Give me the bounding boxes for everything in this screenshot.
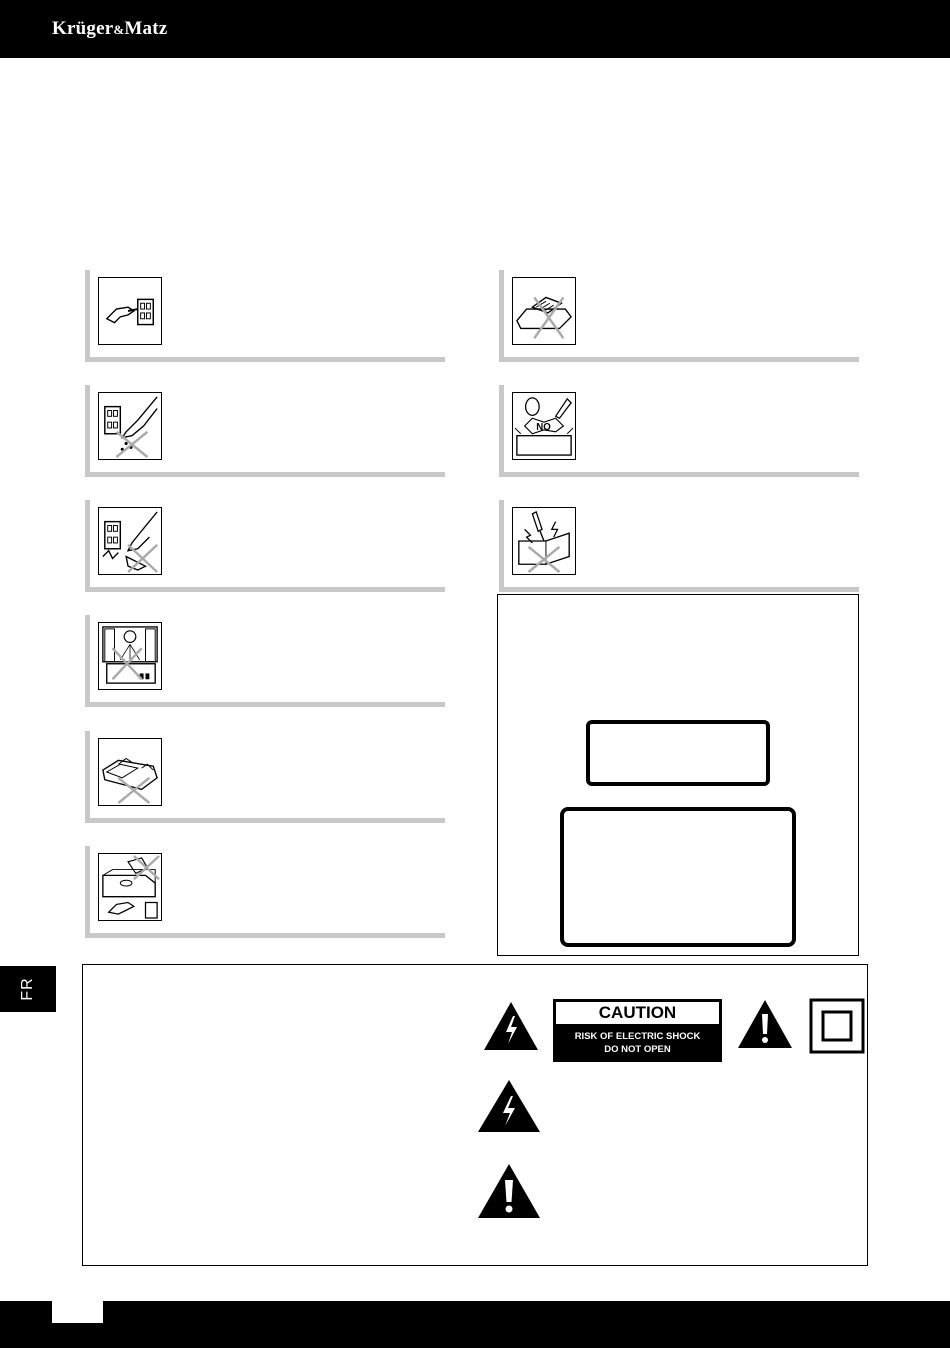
screwdriver-open-device-icon [512, 507, 576, 575]
safety-panel-4 [85, 615, 445, 707]
brand-logo: Krüger&Matz [52, 18, 168, 39]
hand-plug-icon [98, 277, 162, 345]
hand-pull-cord-icon [98, 507, 162, 575]
device-covered-icon [98, 738, 162, 806]
lightning-triangle-icon [482, 1000, 540, 1052]
warning-label-small [586, 720, 770, 786]
liquid-on-device-icon [98, 853, 162, 921]
warning-label-large [560, 807, 796, 947]
safety-panel-8 [499, 385, 859, 477]
sunlight-window-icon [98, 622, 162, 690]
footer-bar [0, 1301, 950, 1348]
header-bar [0, 0, 950, 58]
svg-text:NO: NO [536, 421, 551, 433]
language-tab: FR [0, 966, 56, 1012]
page-number-tab [52, 1301, 103, 1323]
caution-title: CAUTION [556, 1002, 719, 1024]
exclamation-triangle-icon [736, 998, 794, 1050]
caution-line-1: RISK OF ELECTRIC SHOCK [574, 1031, 701, 1042]
double-insulation-icon [809, 998, 865, 1054]
no-shock-device-icon [512, 392, 576, 460]
wet-hand-outlet-icon [98, 392, 162, 460]
lightning-triangle-icon-large [476, 1078, 542, 1134]
safety-panel-9 [499, 500, 859, 592]
safety-panel-5 [85, 731, 445, 823]
caution-label [553, 999, 722, 1062]
exclamation-triangle-icon-large [476, 1162, 542, 1220]
heavy-object-on-device-icon [512, 277, 576, 345]
safety-panel-3 [85, 500, 445, 592]
safety-panel-7 [499, 270, 859, 362]
safety-panel-2 [85, 385, 445, 477]
caution-line-2: DO NOT OPEN [604, 1044, 671, 1055]
warning-label-box [497, 594, 859, 956]
safety-panel-1 [85, 270, 445, 362]
safety-panel-6 [85, 846, 445, 938]
